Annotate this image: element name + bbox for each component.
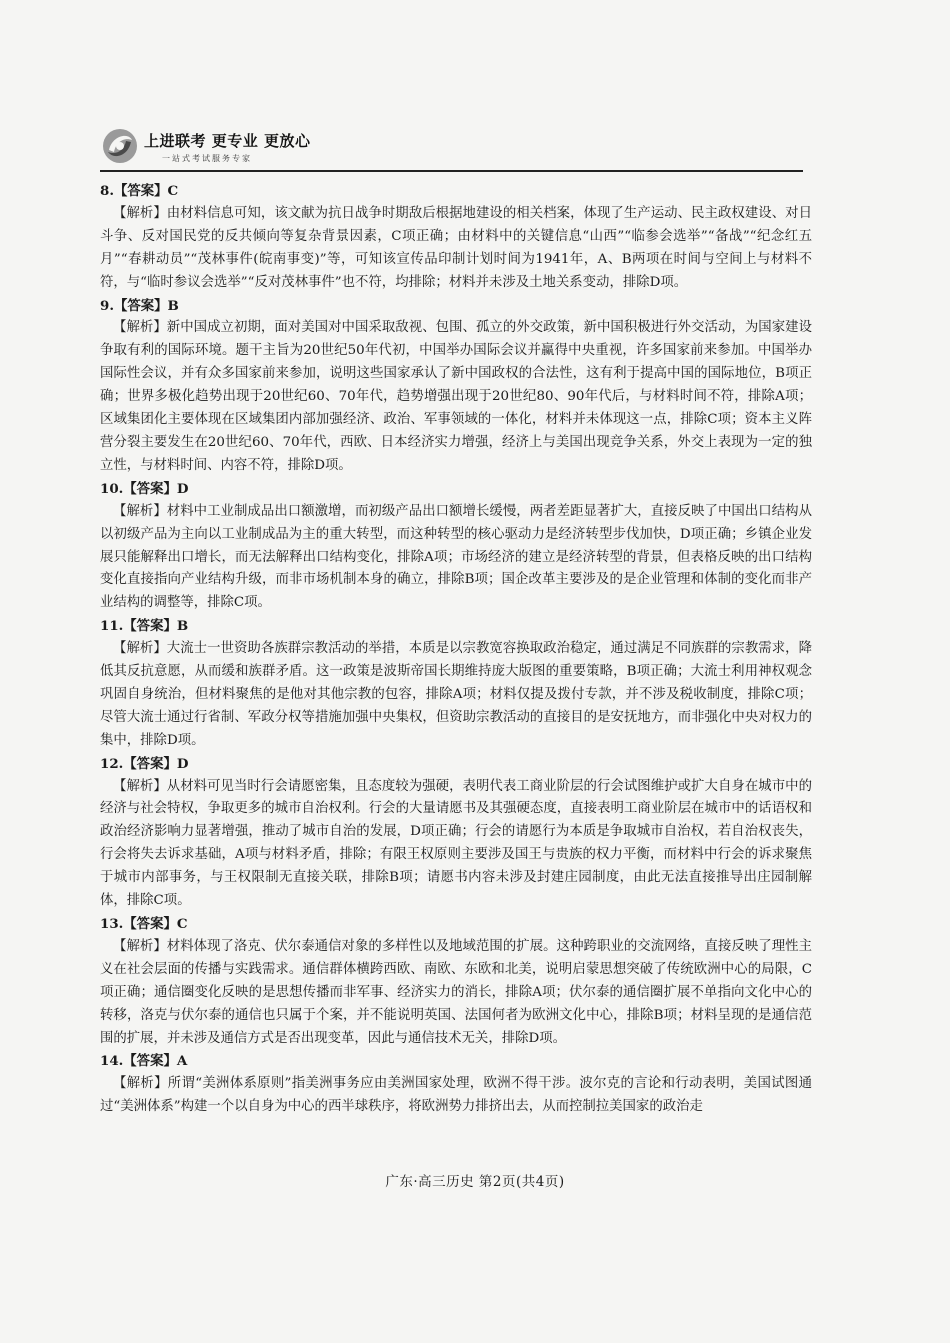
answer-item-13 xyxy=(100,913,812,1050)
header-divider xyxy=(100,170,803,172)
answer-label: 14.【答案】A xyxy=(100,1053,188,1070)
answer-item-11 xyxy=(100,615,812,752)
logo-icon xyxy=(100,126,140,166)
answer-item-12 xyxy=(100,753,812,913)
answer-label: 9.【答案】B xyxy=(100,297,179,314)
answer-label: 10.【答案】D xyxy=(100,480,189,497)
answer-label: 8.【答案】C xyxy=(100,183,179,199)
answer-item-9 xyxy=(100,295,812,478)
answer-item-8 xyxy=(100,180,812,295)
analysis-text: 【解析】从材料可见当时行会请愿密集，且态度较为强硬，表明代表工商业阶层的行会试图维护或扩大自身在城市中的经济与社会特权，争取更多的城市自治权利。行会的大量请愿书及其强硬态度，直接表明工商业阶层在城市中的话语权和政治经济影响力显著增强，推动了城市自治的发展，D项正确；行会的请愿行为本质是争取城市自治权，若自治权丧失，行会将失去诉求基础，A项与材料矛盾，排除；有限王权原则主要涉及国王与贵族的权力平衡，而材料中行会的诉求聚焦于城市内部事务，与王权限制无直接关联，排除B项；请愿书内容未涉及封建庄园制度，由此无法直接推导出庄园制解体，排除C项。 xyxy=(100,778,812,909)
answer-list xyxy=(100,180,812,1119)
answer-label: 11.【答案】B xyxy=(100,618,189,635)
analysis-text: 【解析】所谓“美洲体系原则”指美洲事务应由美洲国家处理，欧洲不得干涉。波尔克的言论和行动表明，美国试图通过“美洲体系”构建一个以自身为中心的西半球秩序，将欧洲势力排挤出去，从而控制拉美国家的政治走 xyxy=(100,1076,812,1115)
answer-label: 13.【答案】C xyxy=(100,916,188,932)
analysis-text: 【解析】材料中工业制成品出口额激增，而初级产品出口额增长缓慢，两者差距显著扩大，直接反映了中国出口结构从以初级产品为主向以工业制成品为主的重大转型，而这种转型的核心驱动力是经济转型步伐加快，D项正确；乡镇企业发展只能解释出口增长，而无法解释出口结构变化，排除A项；市场经济的建立是经济转型的背景，但表格反映的出口结构变化直接指向产业结构升级，而非市场机制本身的确立，排除B项；国企改革主要涉及的是企业管理和体制的变化而非产业结构的调整等，排除C项。 xyxy=(100,503,812,611)
answer-label: 12.【答案】D xyxy=(100,755,189,772)
analysis-text: 【解析】新中国成立初期，面对美国对中国采取敌视、包围、孤立的外交政策，新中国积极进行外交活动，为国家建设争取有利的国际环境。题干主旨为20世纪50年代初，中国举办国际会议并赢得中央重视，许多国家前来参加。中国举办国际性会议，并有众多国家前来参加，说明这些国家承认了新中国政权的合法性，这有利于提高中国的国际地位，B项正确；世界多极化趋势出现于20世纪60、70年代，趋势增强出现于20世纪80、90年代后，与材料时间不符，排除A项；区域集团化主要体现在区域集团内部加强经济、政治、军事领域的一体化，材料并未体现这一点，排除C项；资本主义阵营分裂主要发生在20世纪60、70年代，西欧、日本经济实力增强，经济上与美国出现竞争关系，外交上表现为一定的独立性，与材料时间、内容不符，排除D项。 xyxy=(100,320,812,473)
answer-item-10 xyxy=(100,478,812,615)
brand-subslogan: 一站式考试服务专家 xyxy=(162,154,252,163)
brand-slogan: 上进联考 更专业 更放心 xyxy=(144,132,311,150)
page-footer: 广东·高三历史 第2页(共4页) xyxy=(385,1174,565,1190)
analysis-text: 【解析】大流士一世资助各族群宗教活动的举措，本质是以宗教宽容换取政治稳定，通过满足不同族群的宗教需求，降低其反抗意愿，从而缓和族群矛盾。这一政策是波斯帝国长期维持庞大版图的重要策略，B项正确；大流士利用神权观念巩固自身统治，但材料聚焦的是他对其他宗教的包容，排除A项；材料仅提及拨付专款，并不涉及税收制度，排除C项；尽管大流士通过行省制、军政分权等措施加强中央集权，但资助宗教活动的直接目的是安抚地方，而非强化中央对权力的集中，排除D项。 xyxy=(100,641,812,748)
page-header xyxy=(100,126,800,172)
analysis-text: 【解析】材料体现了洛克、伏尔泰通信对象的多样性以及地域范围的扩展。这种跨职业的交流网络，直接反映了理性主义在社会层面的传播与实践需求。通信群体横跨西欧、南欧、东欧和北美，说明启蒙思想突破了传统欧洲中心的局限，C项正确；通信圈变化反映的是思想传播而非军事、经济实力的消长，排除A项；伏尔泰的通信圈扩展不单指向文化中心的转移，洛克与伏尔泰的通信也只属于个案，并不能说明英国、法国何者为欧洲文化中心，排除B项；材料呈现的是通信范围的扩展，并未涉及通信方式是否出现变革，因此与通信技术无关，排除D项。 xyxy=(100,938,812,1046)
answer-item-14 xyxy=(100,1050,812,1119)
analysis-text: 【解析】由材料信息可知，该文献为抗日战争时期敌后根据地建设的相关档案，体现了生产运动、民主政权建设、对日斗争、反对国民党的反共倾向等复杂背景因素，C项正确；由材料中的关键信息“山西”“临参会选举”“备战”“纪念红五月”“春耕动员”“茂林事件(皖南事变)”等，可知该宣传品印制计划时间为1941年，A、B两项在时间与空间上与材料不符，与“临时参议会选举”“反对茂林事件”也不符，均排除；材料并未涉及土地关系变动，排除D项。 xyxy=(100,205,812,290)
